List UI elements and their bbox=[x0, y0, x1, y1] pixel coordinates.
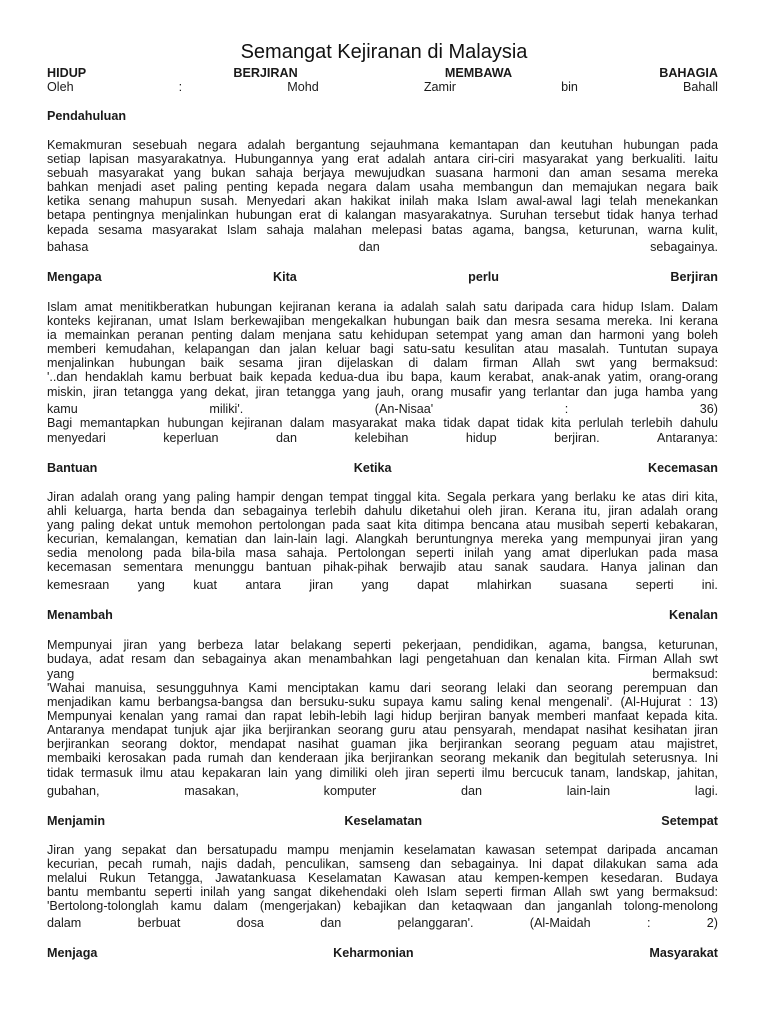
word: mlahirkan bbox=[476, 578, 532, 592]
text-line: melalui Rukun Tetangga, Jawatankuasa Keselamatan Kawasan atau kempen-kempen kesedaran. Budaya bbox=[47, 871, 718, 886]
text-line: Antaranya mendapat tunjuk ajar jika berjirankan seorang guru atau pensyarah, mendapat nasihat kesihatan jiran bbox=[47, 723, 718, 738]
word: dan bbox=[460, 784, 482, 798]
word: perlu bbox=[468, 270, 499, 284]
word: BAHAGIA bbox=[659, 66, 718, 80]
word: Bantuan bbox=[47, 461, 98, 475]
word: 2) bbox=[706, 916, 718, 930]
byline bbox=[47, 80, 718, 94]
text-line: Jiran yang sepakat dan bersatupadu mampu menjamin keselamatan kawasan setempat daripada ancaman bbox=[47, 843, 718, 857]
document-title: Semangat Kejiranan di Malaysia bbox=[240, 41, 528, 63]
word: miliki'. bbox=[209, 402, 244, 416]
word: dapat bbox=[417, 578, 449, 592]
word: bin bbox=[561, 80, 578, 94]
word: Kecemasan bbox=[647, 461, 718, 475]
word: hidup bbox=[465, 431, 497, 445]
word: kelebihan bbox=[354, 431, 409, 445]
word: antara bbox=[245, 578, 282, 592]
text-line: kecemasan sementara menunggu bantuan pihak-pihak berwajib atau sanak saudara. Hanya jalinan dan bbox=[47, 560, 718, 575]
word: Mengapa bbox=[47, 270, 102, 284]
paragraph-mid-menambah bbox=[47, 667, 718, 681]
text-line: berjirankan seorang doktor, mendapat nasihat guaman jika berjirankan seorang peguam atau majistret, bbox=[47, 737, 718, 752]
text-line: ia memainkan peranan penting dalam menjana satu kehidupan setempat yang aman dan harmoni yang boleh bbox=[47, 328, 718, 343]
word: (Al-Maidah bbox=[529, 916, 591, 930]
text-line: sebuah masyarakat yang bukan sahaja berjaya mewujudkan suasana harmoni dan aman sesama mereka bbox=[47, 166, 718, 181]
word: BERJIRAN bbox=[233, 66, 298, 80]
section-heading-bantuan bbox=[47, 461, 718, 475]
text-line: Jiran adalah orang yang paling hampir dengan tempat tinggal kita. Segala perkara yang berlaku ke atas diri kita, bbox=[47, 490, 718, 504]
text-line: Mempunyai jiran yang berbeza latar belakang seperti pekerjaan, pendidikan, agama, bangsa, keturunan, bbox=[47, 638, 718, 652]
word: Menjaga bbox=[47, 946, 98, 960]
text-line: 'Wahai manuisa, sesungguhnya Kami menciptakan kamu dari seorang lelaki dan seorang perempuan dan bbox=[47, 681, 718, 695]
word: suasana bbox=[559, 578, 608, 592]
text-line: setiap lapisan masyarakatnya. Hubungannya yang erat adalah antara ciri-ciri masyarakat yang berkualiti. Iaitu bbox=[47, 152, 718, 167]
section-heading-pendahuluan: Pendahuluan bbox=[47, 109, 127, 123]
text-line: kepada sesama masyarakat Islam sahaja malahan melepasi batas agama, bangsa, keturunan, warna kulit, bbox=[47, 222, 718, 237]
word: lain-lain bbox=[566, 784, 611, 798]
text-line: bantu membantu seperti inilah yang sangat dikehendaki oleh Islam seperti firman Allah swt yang bermaksud: bbox=[47, 885, 718, 900]
text-line: miskin, jiran tetangga yang dekat, jiran tetangga yang jauh, orang musafir yang terlantar dan juga hamba yang bbox=[47, 384, 718, 399]
text-line: kecurian, pecah rumah, najis dadah, penculikan, samseng dan sebagainya. Ini dapat dilakukan sama ada bbox=[47, 857, 718, 872]
word: keperluan bbox=[163, 431, 219, 445]
word: yang bbox=[47, 667, 75, 681]
word: Zamir bbox=[423, 80, 456, 94]
text-line: betapa pentingnya menjalinkan hubungan erat di kalangan masyarakatnya. Suruhan tersebut tidak hanya terhad bbox=[47, 208, 718, 223]
word: Kita bbox=[272, 270, 297, 284]
text-line: Kemakmuran sesebuah negara adalah bergantung sejauhmana kemantapan dan keutuhan hubungan pada bbox=[47, 138, 718, 152]
subtitle-line bbox=[47, 66, 718, 80]
word: Oleh bbox=[47, 80, 74, 94]
word: ini. bbox=[701, 578, 718, 592]
text-line: ketika senang mahupun susah. Menyedari akan hakikat inilah maka Islam awal-awal lagi telah menekankan bbox=[47, 194, 718, 209]
word: bahasa bbox=[47, 240, 89, 254]
text-line: menjadikan kamu berbangsa-bangsa dan bersuku-suku supaya kamu saling kenal mengenali'. (Al-Hujurat : 13) bbox=[47, 695, 718, 710]
paragraph-pendahuluan bbox=[47, 138, 718, 237]
word: : bbox=[178, 80, 183, 94]
paragraph-menjamin bbox=[47, 843, 718, 913]
word: : bbox=[646, 916, 651, 930]
text-line: sedia menolong pada bila-bila masa sahaja. Pertolongan seperti inilah yang amat diperlukan pada masa bbox=[47, 546, 718, 561]
word: 36) bbox=[699, 402, 718, 416]
word: : bbox=[564, 402, 569, 416]
paragraph-tail-mengapa bbox=[47, 431, 718, 445]
word: jiran bbox=[309, 578, 334, 592]
word: Menambah bbox=[47, 608, 113, 622]
text-line: memberi kemudahan, kelapangan dan jalan keluar bagi satu-satu kesulitan atau masalah. Tuntutan supaya bbox=[47, 342, 718, 357]
text-line: membaiki kerosakan pada rumah dan kenderaan jika berjirankan seorang mekanik dan begitulah seterusnya. Ini bbox=[47, 751, 718, 766]
word: lagi. bbox=[694, 784, 718, 798]
text-line: yang paling dekat untuk memohon pertolongan pada saat kita ditimpa bencana atau musibah seperti kebakaran, bbox=[47, 518, 718, 533]
word: kuat bbox=[193, 578, 218, 592]
section-heading-mengapa bbox=[47, 270, 718, 284]
text-line: menjalinkan hubungan baik sesama jiran dijelaskan di dalam firman Allah swt yang bermaksud: bbox=[47, 356, 718, 371]
text-line: 'Bertolong-tolonglah kamu dalam (mengerjakan) kebajikan dan ketaqwaan dan janganlah tolong-menolong bbox=[47, 899, 718, 914]
text-line: '..dan hendaklah kamu berbuat baik kepada kedua-dua ibu bapa, kaum kerabat, anak-anak yatim, orang-orang bbox=[47, 370, 718, 385]
word: berbuat bbox=[137, 916, 181, 930]
word: komputer bbox=[323, 784, 377, 798]
paragraph-tail-menambah bbox=[47, 784, 718, 798]
word: dan bbox=[276, 431, 298, 445]
word: pelanggaran'. bbox=[397, 916, 474, 930]
text-line: Bagi memantapkan hubungan kejiranan dalam masyarakat maka tidak dapat tidak kita perlulah terlebih dahulu bbox=[47, 416, 718, 430]
word: MEMBAWA bbox=[444, 66, 513, 80]
word: dosa bbox=[236, 916, 264, 930]
text-line: kecurian, kemalangan, kematian dan lain-lain lagi. Alangkah beruntungnya mereka yang mempunyai jiran yang bbox=[47, 532, 718, 547]
paragraph-mengapa bbox=[47, 300, 718, 399]
word: masakan, bbox=[184, 784, 239, 798]
text-line: Islam amat menitikberatkan hubungan kejiranan kerana ia adalah salah satu daripada cara hidup Islam. Dalam bbox=[47, 300, 718, 314]
word: Setempat bbox=[661, 814, 718, 828]
paragraph-mengapa-2 bbox=[47, 416, 718, 430]
word: kemesraan bbox=[47, 578, 110, 592]
quote-tail-an-nisaa bbox=[47, 402, 718, 416]
word: Antaranya: bbox=[657, 431, 718, 445]
text-line: budaya, adat resam dan sebagainya akan menambahkan lagi pengetahuan dan kenalan kita. Firman Allah swt bbox=[47, 652, 718, 667]
word: dan bbox=[320, 916, 342, 930]
word: Menjamin bbox=[47, 814, 106, 828]
text-line: tidak termasuk ilmu atau kepakaran lain yang dimiliki oleh jiran seperti ilmu bercucuk tanam, landskap, jahitan, bbox=[47, 765, 718, 780]
word: Kenalan bbox=[669, 608, 718, 622]
word: dan bbox=[358, 240, 380, 254]
word: Bahall bbox=[682, 80, 718, 94]
word: Berjiran bbox=[670, 270, 718, 284]
word: seperti bbox=[635, 578, 674, 592]
word: menyedari bbox=[47, 431, 106, 445]
text-line: Mempunyai kenalan yang ramai dan rapat lebih-lebih lagi hidup berjiran banyak memberi manfaat kepada kita. bbox=[47, 709, 718, 724]
paragraph-tail-menjamin bbox=[47, 916, 718, 930]
word: Masyarakat bbox=[649, 946, 718, 960]
paragraph-bantuan bbox=[47, 490, 718, 575]
word: HIDUP bbox=[47, 66, 87, 80]
word: Keselamatan bbox=[344, 814, 423, 828]
word: gubahan, bbox=[47, 784, 100, 798]
text-line: ahli keluarga, harta benda dan sebagainya terlebih dahulu diketahui oleh jiran. Kerana itu, jiran adalah orang bbox=[47, 504, 718, 519]
word: bermaksud: bbox=[652, 667, 718, 681]
section-heading-menambah bbox=[47, 608, 718, 622]
word: Mohd bbox=[287, 80, 319, 94]
word: (An-Nisaa' bbox=[374, 402, 434, 416]
text-line: konteks kejiranan, umat Islam berkewajiban mengekalkan hubungan baik dan mesra sesama mereka. Ini kerana bbox=[47, 314, 718, 329]
paragraph-tail-pendahuluan bbox=[47, 240, 718, 254]
word: yang bbox=[137, 578, 165, 592]
word: yang bbox=[361, 578, 389, 592]
paragraph-tail-bantuan bbox=[47, 578, 718, 592]
section-heading-menjamin bbox=[47, 814, 718, 828]
text-line: bahkan menjadi aset paling penting kepada negara dalam usaha membangun dan memajukan negara baik bbox=[47, 180, 718, 195]
word: Keharmonian bbox=[333, 946, 414, 960]
word: kamu bbox=[47, 402, 78, 416]
word: berjiran. bbox=[554, 431, 600, 445]
section-heading-menjaga bbox=[47, 946, 718, 960]
paragraph-menambah bbox=[47, 638, 718, 666]
word: dalam bbox=[47, 916, 82, 930]
paragraph-menambah-2 bbox=[47, 681, 718, 780]
word: sebagainya. bbox=[650, 240, 718, 254]
word: Ketika bbox=[353, 461, 392, 475]
